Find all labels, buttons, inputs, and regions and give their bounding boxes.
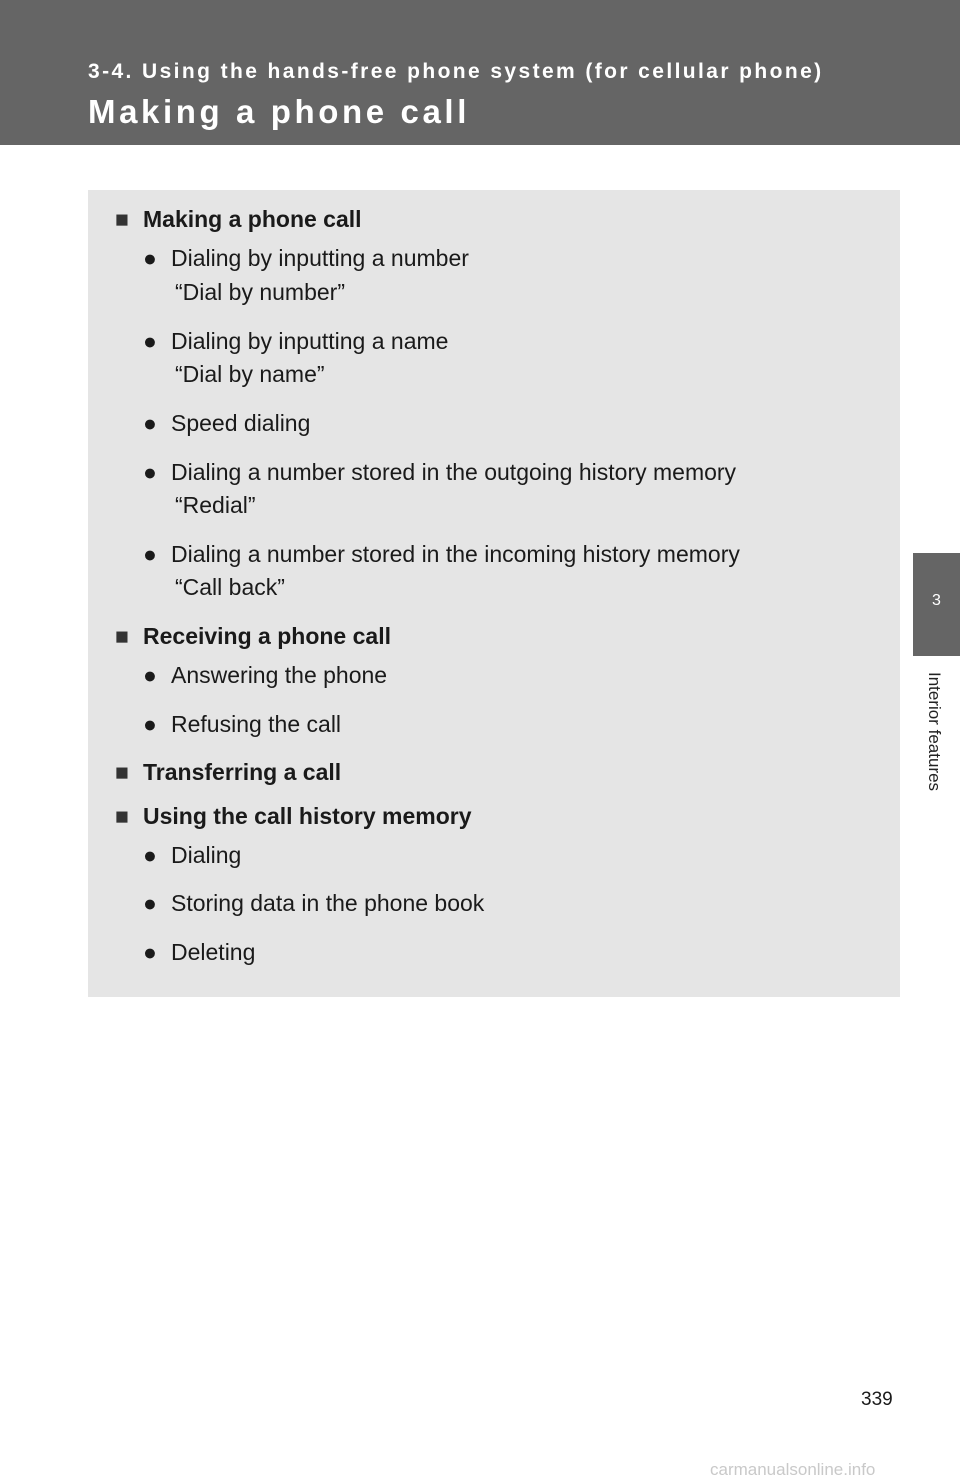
heading-text: Using the call history memory xyxy=(143,803,472,829)
square-bullet-icon: ■ xyxy=(115,206,129,232)
heading-text: Transferring a call xyxy=(143,759,342,785)
page-header xyxy=(0,0,960,145)
chapter-number: 3 xyxy=(932,592,941,609)
section-heading-history xyxy=(115,802,471,830)
list-item-text: Dialing xyxy=(171,842,242,868)
circle-bullet-icon: ● xyxy=(143,245,157,271)
list-item xyxy=(143,540,740,568)
content-box xyxy=(88,190,900,997)
list-item-text: Dialing by inputting a name xyxy=(171,328,449,354)
heading-text: Receiving a phone call xyxy=(143,623,391,649)
circle-bullet-icon: ● xyxy=(143,459,157,485)
section-heading-transferring xyxy=(115,758,341,786)
circle-bullet-icon: ● xyxy=(143,662,157,688)
list-item xyxy=(143,244,469,272)
list-item-text: Dialing by inputting a number xyxy=(171,245,469,271)
watermark: carmanualsonline.info xyxy=(710,1460,876,1479)
square-bullet-icon: ■ xyxy=(115,803,129,829)
list-item xyxy=(143,938,255,966)
list-item-text: Storing data in the phone book xyxy=(171,890,485,916)
section-heading-receiving xyxy=(115,622,391,650)
list-item-text: Dialing a number stored in the incoming history memory xyxy=(171,541,740,567)
list-item xyxy=(143,889,484,917)
section-heading-making xyxy=(115,205,362,233)
list-item-text: Refusing the call xyxy=(171,711,342,737)
list-item-subtext: “Call back” xyxy=(175,574,285,600)
circle-bullet-icon: ● xyxy=(143,890,157,916)
list-item xyxy=(143,327,448,355)
heading-text: Making a phone call xyxy=(143,206,362,232)
list-item-subtext: “Redial” xyxy=(175,492,256,518)
list-item-text: Dialing a number stored in the outgoing history memory xyxy=(171,459,737,485)
circle-bullet-icon: ● xyxy=(143,711,157,737)
list-item-subtext: “Dial by name” xyxy=(175,361,325,387)
chapter-tab xyxy=(913,553,960,656)
list-item xyxy=(143,409,310,437)
square-bullet-icon: ■ xyxy=(115,759,129,785)
page-title: Making a phone call xyxy=(88,93,470,130)
square-bullet-icon: ■ xyxy=(115,623,129,649)
circle-bullet-icon: ● xyxy=(143,541,157,567)
list-item xyxy=(143,841,241,869)
list-item-text: Answering the phone xyxy=(171,662,388,688)
section-label: 3-4. Using the hands-free phone system (for cellular phone) xyxy=(88,60,824,83)
circle-bullet-icon: ● xyxy=(143,939,157,965)
page-number: 339 xyxy=(861,1389,893,1410)
list-item-text: Deleting xyxy=(171,939,256,965)
list-item xyxy=(143,710,341,738)
list-item xyxy=(143,458,736,486)
circle-bullet-icon: ● xyxy=(143,842,157,868)
list-item xyxy=(143,661,387,689)
circle-bullet-icon: ● xyxy=(143,410,157,436)
list-item-text: Speed dialing xyxy=(171,410,311,436)
list-item-subtext: “Dial by number” xyxy=(175,279,345,305)
chapter-label: Interior features xyxy=(925,672,944,792)
circle-bullet-icon: ● xyxy=(143,328,157,354)
